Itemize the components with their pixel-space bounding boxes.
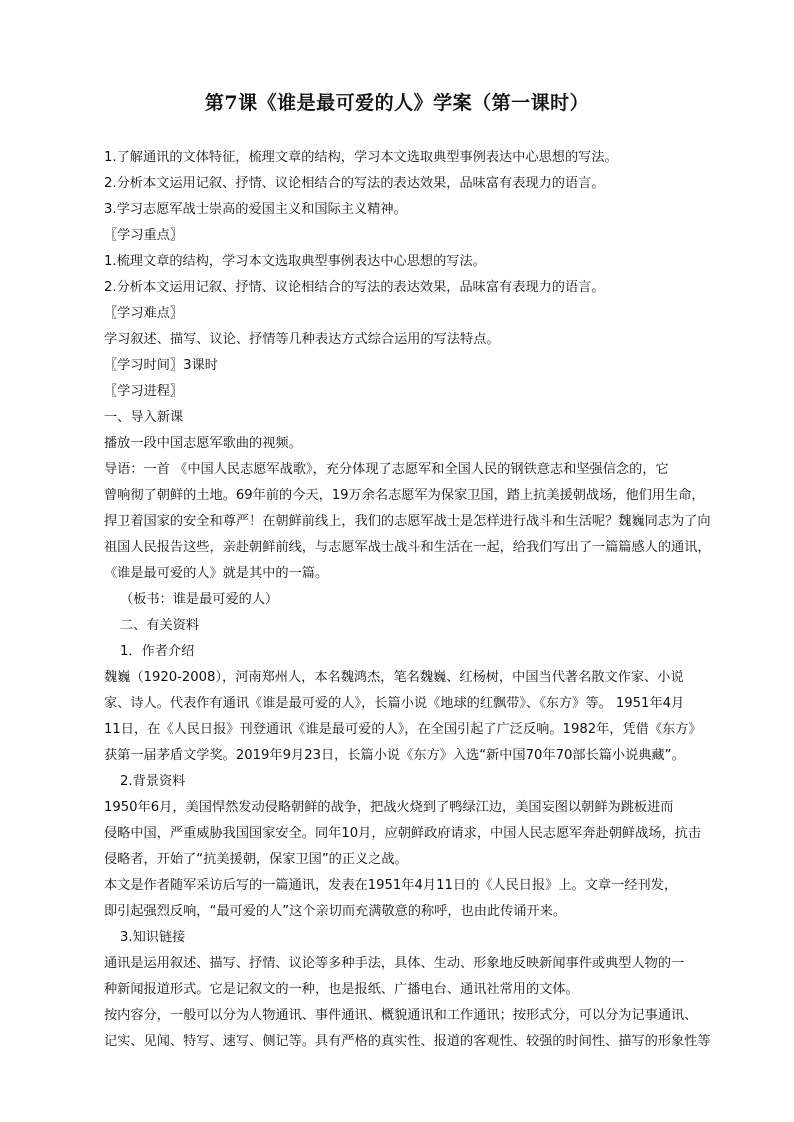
background-line: 侵略中国，严重威胁我国国家安全。同年10月，应朝鲜政府请求，中国人民志愿军奔赴朝鲜战场，抗击 xyxy=(104,826,702,841)
intro-line: 祖国人民报告这些，亲赴朝鲜前线，与志愿军战士战斗和生活在一起，给我们写出了一篇篇感人的通讯， xyxy=(104,540,711,555)
knowledge-line: 种新闻报道形式。它是记叙文的一种，也是报纸、广播电台、通讯社常用的文体。 xyxy=(104,982,579,997)
author-line: 家、诗人。代表作有通讯《谁是最可爱的人》，长篇小说《地球的红飘带》、《东方》等。 1951年4月 xyxy=(104,696,685,711)
knowledge-line: 通讯是运用叙述、描写、抒情、议论等多种手法，具体、生动、形象地反映新闻事件或典型人物的一 xyxy=(104,956,685,971)
objective-1: 1.了解通讯的文体特征，梳理文章的结构，学习本文选取典型事例表达中心思想的写法。 xyxy=(104,150,618,165)
process-heading: 〖学习进程〗 xyxy=(104,384,184,399)
objective-2: 2.分析本文运用记叙、抒情、议论相结合的写法的表达效果，品味富有表现力的语言。 xyxy=(104,176,605,191)
section1-play: 播放一段中国志愿军歌曲的视频。 xyxy=(104,436,302,451)
board-note: （板书：谁是最可爱的人） xyxy=(120,592,279,607)
difficulty-heading: 〖学习难点〗 xyxy=(104,306,184,321)
author-line: 11日，在《人民日报》刊登通讯《谁是最可爱的人》，在全国引起了广泛反响。1982年，凭借《东方》 xyxy=(104,722,702,737)
background-line: 本文是作者随军采访后写的一篇通讯，发表在1951年4月11日的《人民日报》上。文章一经刊发， xyxy=(104,878,678,893)
key-points-heading: 〖学习重点〗 xyxy=(104,228,184,243)
intro-line: 捍卫着国家的安全和尊严！在朝鲜前线上，我们的志愿军战士是怎样进行战斗和生活呢？魏巍同志为了向 xyxy=(104,514,711,529)
key-point-1: 1.梳理文章的结构，学习本文选取典型事例表达中心思想的写法。 xyxy=(104,254,486,269)
section1-heading: 一、导入新课 xyxy=(104,410,184,425)
page-title: 第7课《谁是最可爱的人》学案（第一课时） xyxy=(204,92,590,114)
background-line: 侵略者，开始了“抗美援朝，保家卫国”的正义之战。 xyxy=(104,852,408,867)
background-line: 1950年6月，美国悍然发动侵略朝鲜的战争，把战火烧到了鸭绿江边，美国妄图以朝鲜为跳板进而 xyxy=(104,800,674,815)
knowledge-line: 记实、见闻、特写、速写、侧记等。具有严格的真实性、报道的客观性、较强的时间性、描写的形象性等 xyxy=(104,1034,711,1049)
knowledge-line: 按内容分，一般可以分为人物通讯、事件通讯、概貌通讯和工作通讯；按形式分，可以分为记事通讯、 xyxy=(104,1008,698,1023)
background-heading: 2.背景资料 xyxy=(120,774,186,789)
study-time: 〖学习时间〗3课时 xyxy=(104,358,218,373)
objective-3: 3.学习志愿军战士崇高的爱国主义和国际主义精神。 xyxy=(104,202,407,217)
background-line: 即引起强烈反响，“最可爱的人”这个亲切而充满敬意的称呼，也由此传诵开来。 xyxy=(104,904,567,919)
author-heading: 1．作者介绍 xyxy=(120,644,195,659)
intro-line: 导语：一首 《中国人民志愿军战歌》，充分体现了志愿军和全国人民的钢铁意志和坚强信念的，它 xyxy=(104,462,669,477)
author-line: 魏巍（1920-2008），河南郑州人，本名魏鸿杰，笔名魏巍、红杨树，中国当代著名散文作家、小说 xyxy=(104,670,684,685)
key-point-2: 2.分析本文运用记叙、抒情、议论相结合的写法的表达效果，品味富有表现力的语言。 xyxy=(104,280,605,295)
author-line: 获第一届茅盾文学奖。2019年9月23日，长篇小说《东方》入选“新中国70年70部长篇小说典藏”。 xyxy=(104,748,685,763)
intro-line: 曾响彻了朝鲜的土地。69年前的今天，19万余名志愿军为保家卫国，踏上抗美援朝战场，他们用生命， xyxy=(104,488,705,503)
knowledge-heading: 3.知识链接 xyxy=(120,930,186,945)
section2-heading: 二、有关资料 xyxy=(120,618,200,633)
difficulty-text: 学习叙述、描写、议论、抒情等几种表达方式综合运用的写法特点。 xyxy=(104,332,500,347)
intro-line: 《谁是最可爱的人》就是其中的一篇。 xyxy=(104,566,329,581)
